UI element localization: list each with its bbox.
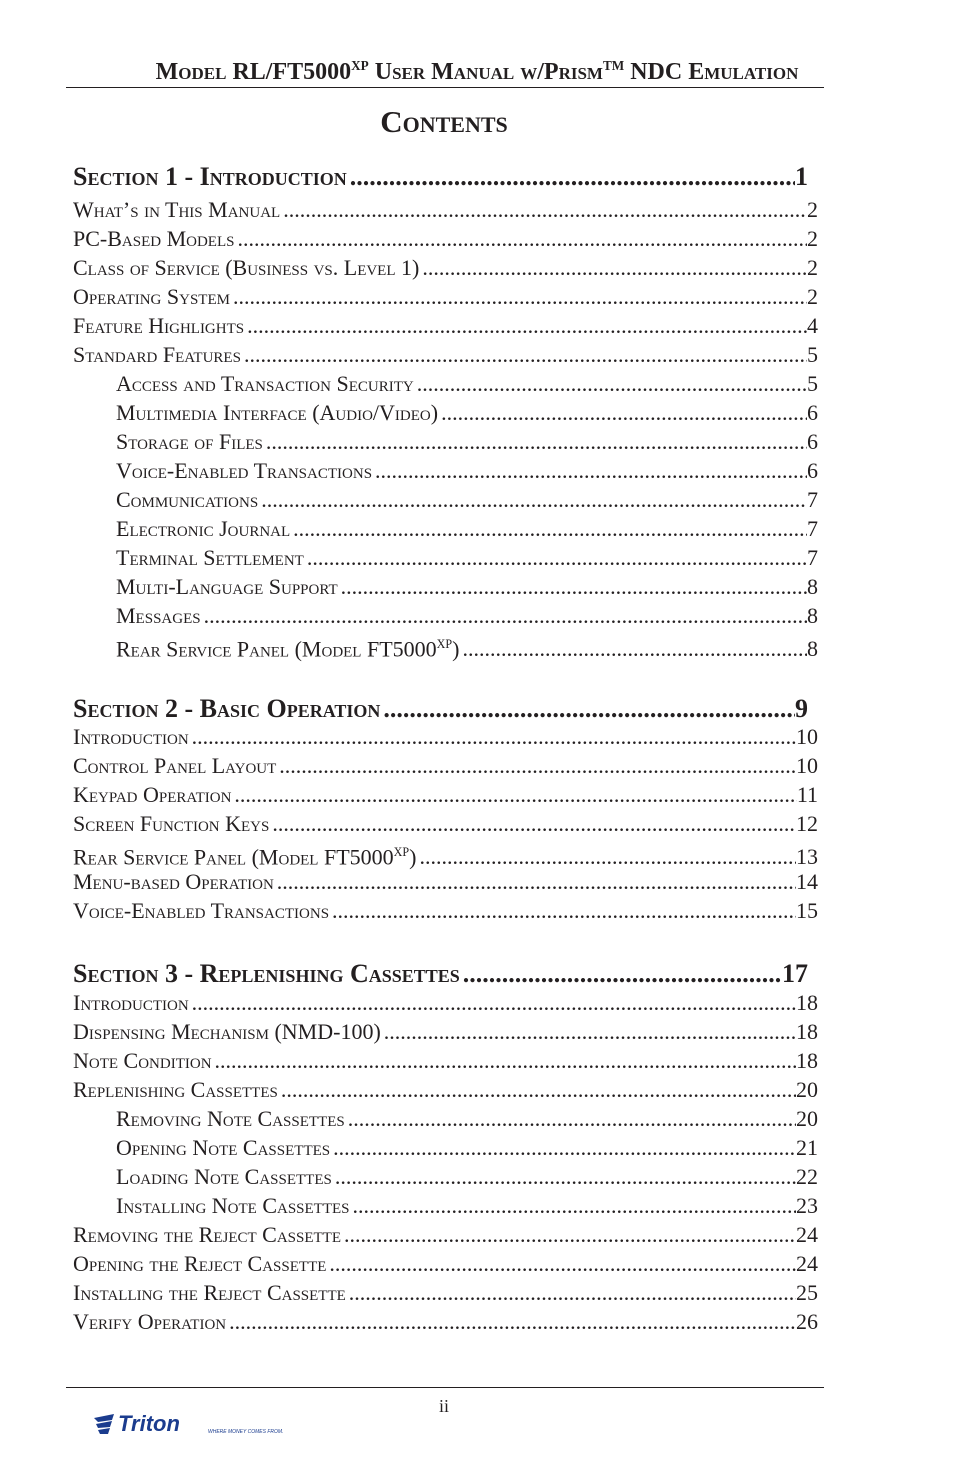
toc-entry-page-number: 6 (807, 458, 818, 483)
logo-tagline: WHERE MONEY COMES FROM. (208, 1429, 284, 1435)
toc-entry-page-number: 2 (807, 226, 818, 251)
toc-entry-label: Screen Function Keys (73, 811, 270, 836)
toc-entry-label: Note Condition (73, 1048, 212, 1073)
toc-entry-page-number: 21 (796, 1135, 818, 1160)
toc-entry[interactable] (116, 1133, 818, 1162)
toc-entry[interactable] (73, 1278, 818, 1307)
page-number: ii (438, 1396, 449, 1416)
dot-leader (459, 634, 807, 663)
dot-leader (244, 311, 807, 340)
dot-leader (414, 369, 807, 398)
page-title: Contents (380, 104, 508, 139)
toc-entry-label: Menu-based Operation (73, 869, 274, 894)
dot-leader (332, 1162, 796, 1191)
section-page-number: 17 (782, 959, 808, 988)
dot-leader (189, 722, 796, 751)
toc-entry-label: Messages (116, 603, 201, 628)
toc-entry-page-number: 12 (796, 811, 818, 836)
dot-leader (274, 867, 796, 896)
toc-section-heading[interactable] (73, 957, 808, 991)
toc-entry-page-number: 24 (796, 1222, 818, 1247)
toc-entry-label: Multi-Language Support (116, 574, 338, 599)
toc-entry-page-number: 23 (796, 1193, 818, 1218)
dot-leader (304, 543, 807, 572)
toc-entry[interactable] (116, 572, 818, 601)
toc-entry-page-number: 10 (796, 724, 818, 749)
toc-entry[interactable] (73, 1249, 818, 1278)
toc-entry[interactable] (116, 485, 818, 514)
toc-entry-label: Electronic Journal (116, 516, 291, 541)
dot-leader (212, 1046, 796, 1075)
dot-leader (350, 1191, 796, 1220)
dot-leader (241, 340, 807, 369)
toc-entry-page-number: 6 (807, 429, 818, 454)
toc-entry[interactable] (116, 1104, 818, 1133)
toc-entry[interactable] (116, 543, 818, 572)
toc-entry-label: Introduction (73, 990, 189, 1015)
toc-entry[interactable] (73, 1017, 818, 1046)
toc-entry-label: Verify Operation (73, 1309, 227, 1334)
toc-entry-page-number: 20 (796, 1077, 818, 1102)
dot-leader (276, 751, 796, 780)
toc-entry[interactable] (73, 224, 818, 253)
toc-entry[interactable] (73, 780, 818, 809)
logo-wordmark: Triton (118, 1411, 180, 1436)
toc-entry-label: Terminal Settlement (116, 545, 304, 570)
footer-rule (66, 1387, 824, 1388)
dot-leader (460, 957, 782, 991)
toc-entry-label: Rear Service Panel (Model $FT5000^{XP}$) (73, 844, 417, 870)
toc-entry[interactable] (73, 311, 818, 340)
toc-entry-label: What’s in This Manual (73, 197, 281, 222)
dot-leader (338, 572, 807, 601)
toc-entry[interactable] (116, 1162, 818, 1191)
toc-entry-page-number: 11 (796, 782, 818, 807)
toc-entry[interactable] (73, 988, 818, 1017)
dot-leader (347, 160, 795, 194)
toc-entry-label: Storage of Files (116, 429, 263, 454)
section-title: Section 3 - Replenishing Cassettes (73, 959, 460, 988)
toc-entry[interactable] (73, 195, 818, 224)
toc-entry[interactable] (73, 282, 818, 311)
dot-leader (290, 514, 807, 543)
dot-leader (269, 809, 796, 838)
toc-entry-page-number: 7 (807, 487, 818, 512)
toc-entry-page-number: 7 (807, 516, 818, 541)
toc-entry[interactable] (116, 369, 818, 398)
toc-entry-page-number: 8 (807, 574, 818, 599)
toc-entry-label: Control Panel Layout (73, 753, 277, 778)
toc-entry[interactable] (116, 601, 818, 630)
toc-entry-page-number: 20 (796, 1106, 818, 1131)
toc-entry-label: Standard Features (73, 342, 241, 367)
toc-entry-page-number: 5 (807, 371, 818, 396)
dot-leader (380, 692, 795, 726)
toc-entry-label: Rear Service Panel (Model $FT5000^{XP}$) (116, 636, 460, 662)
dot-leader (231, 780, 796, 809)
toc-entry[interactable] (116, 1191, 818, 1220)
section-page-number: 1 (795, 162, 808, 191)
toc-entry-label: Dispensing Mechanism (NMD-100) (73, 1019, 381, 1044)
toc-entry[interactable] (116, 398, 818, 427)
dot-leader (258, 485, 807, 514)
toc-entry-label: PC-Based Models (73, 226, 235, 251)
toc-entry[interactable] (73, 253, 818, 282)
toc-entry-page-number: 25 (796, 1280, 818, 1305)
toc-entry-page-number: 4 (807, 313, 818, 338)
dot-leader (263, 427, 807, 456)
toc-entry[interactable] (73, 1075, 818, 1104)
toc-entry-page-number: 10 (796, 753, 818, 778)
toc-section-heading[interactable] (73, 160, 808, 194)
dot-leader (419, 253, 807, 282)
toc-entry[interactable] (73, 838, 818, 870)
header-rule (66, 87, 824, 88)
toc-entry[interactable] (116, 456, 818, 485)
toc-entry-page-number: 15 (796, 898, 818, 923)
toc-entry-page-number: 5 (807, 342, 818, 367)
toc-entry-label: Loading Note Cassettes (116, 1164, 332, 1189)
toc-entry-page-number: 26 (796, 1309, 818, 1334)
toc-entry[interactable] (73, 722, 818, 751)
toc-entry-label: Voice-Enabled Transactions (116, 458, 373, 483)
dot-leader (345, 1104, 796, 1133)
dot-leader (329, 896, 796, 925)
toc-entry-page-number: 24 (796, 1251, 818, 1276)
dot-leader (278, 1075, 796, 1104)
toc-entry-label: Installing the Reject Cassette (73, 1280, 346, 1305)
dot-leader (381, 1017, 796, 1046)
toc-entry-page-number: 18 (796, 990, 818, 1015)
toc-entry-label: Installing Note Cassettes (116, 1193, 350, 1218)
toc-entry-label: Replenishing Cassettes (73, 1077, 278, 1102)
toc-entry[interactable] (116, 630, 818, 662)
running-header: Model $RL/FT5000^{XP}$ User Manual w/Prism™ NDC Emulation (155, 58, 799, 85)
toc-section-heading[interactable] (73, 692, 808, 726)
toc-entry-label: Removing Note Cassettes (116, 1106, 345, 1131)
toc-entry-page-number: 7 (807, 545, 818, 570)
dot-leader (438, 398, 807, 427)
toc-entry-page-number: 2 (807, 197, 818, 222)
dot-leader (201, 601, 807, 630)
dot-leader (326, 1249, 796, 1278)
toc-entry[interactable] (73, 1307, 818, 1336)
dot-leader (230, 282, 807, 311)
dot-leader (234, 224, 807, 253)
toc-entry-label: Class of Service (Business vs. Level 1) (73, 255, 420, 280)
toc-entry[interactable] (73, 340, 818, 369)
toc-entry-label: Opening Note Cassettes (116, 1135, 331, 1160)
toc-entry-label: Operating System (73, 284, 230, 309)
toc-entry[interactable] (73, 867, 818, 896)
dot-leader (372, 456, 807, 485)
toc-entry-page-number: 8 (807, 636, 818, 662)
toc-entry[interactable] (116, 427, 818, 456)
toc-entry[interactable] (73, 809, 818, 838)
toc-entry[interactable] (116, 514, 818, 543)
section-page-number: 9 (795, 694, 808, 723)
toc-entry-page-number: 22 (796, 1164, 818, 1189)
toc-entry[interactable] (73, 1220, 818, 1249)
toc-entry-label: Communications (116, 487, 259, 512)
dot-leader (341, 1220, 796, 1249)
dot-leader (280, 195, 807, 224)
triton-logo (92, 1410, 302, 1436)
toc-entry-page-number: 13 (796, 844, 818, 870)
toc-entry-page-number: 8 (807, 603, 818, 628)
dot-leader (226, 1307, 796, 1336)
toc-entry-page-number: 14 (796, 869, 818, 894)
toc-entry-label: Removing the Reject Cassette (73, 1222, 342, 1247)
toc-entry-label: Voice-Enabled Transactions (73, 898, 330, 923)
toc-entry[interactable] (73, 1046, 818, 1075)
toc-entry-label: Opening the Reject Cassette (73, 1251, 327, 1276)
toc-entry-label: Feature Highlights (73, 313, 245, 338)
toc-entry-label: Keypad Operation (73, 782, 232, 807)
toc-entry-page-number: 18 (796, 1019, 818, 1044)
toc-entry-label: Multimedia Interface (Audio/Video) (116, 400, 439, 425)
toc-entry-page-number: 18 (796, 1048, 818, 1073)
section-title: Section 1 - Introduction (73, 162, 347, 191)
dot-leader (189, 988, 796, 1017)
toc-entry-label: Access and Transaction Security (116, 371, 414, 396)
toc-entry-page-number: 6 (807, 400, 818, 425)
section-title: Section 2 - Basic Operation (73, 694, 381, 723)
dot-leader (346, 1278, 796, 1307)
toc-entry-page-number: 2 (807, 255, 818, 280)
toc-entry[interactable] (73, 896, 818, 925)
toc-entry-page-number: 2 (807, 284, 818, 309)
toc-entry[interactable] (73, 751, 818, 780)
toc-entry-label: Introduction (73, 724, 189, 749)
dot-leader (330, 1133, 796, 1162)
